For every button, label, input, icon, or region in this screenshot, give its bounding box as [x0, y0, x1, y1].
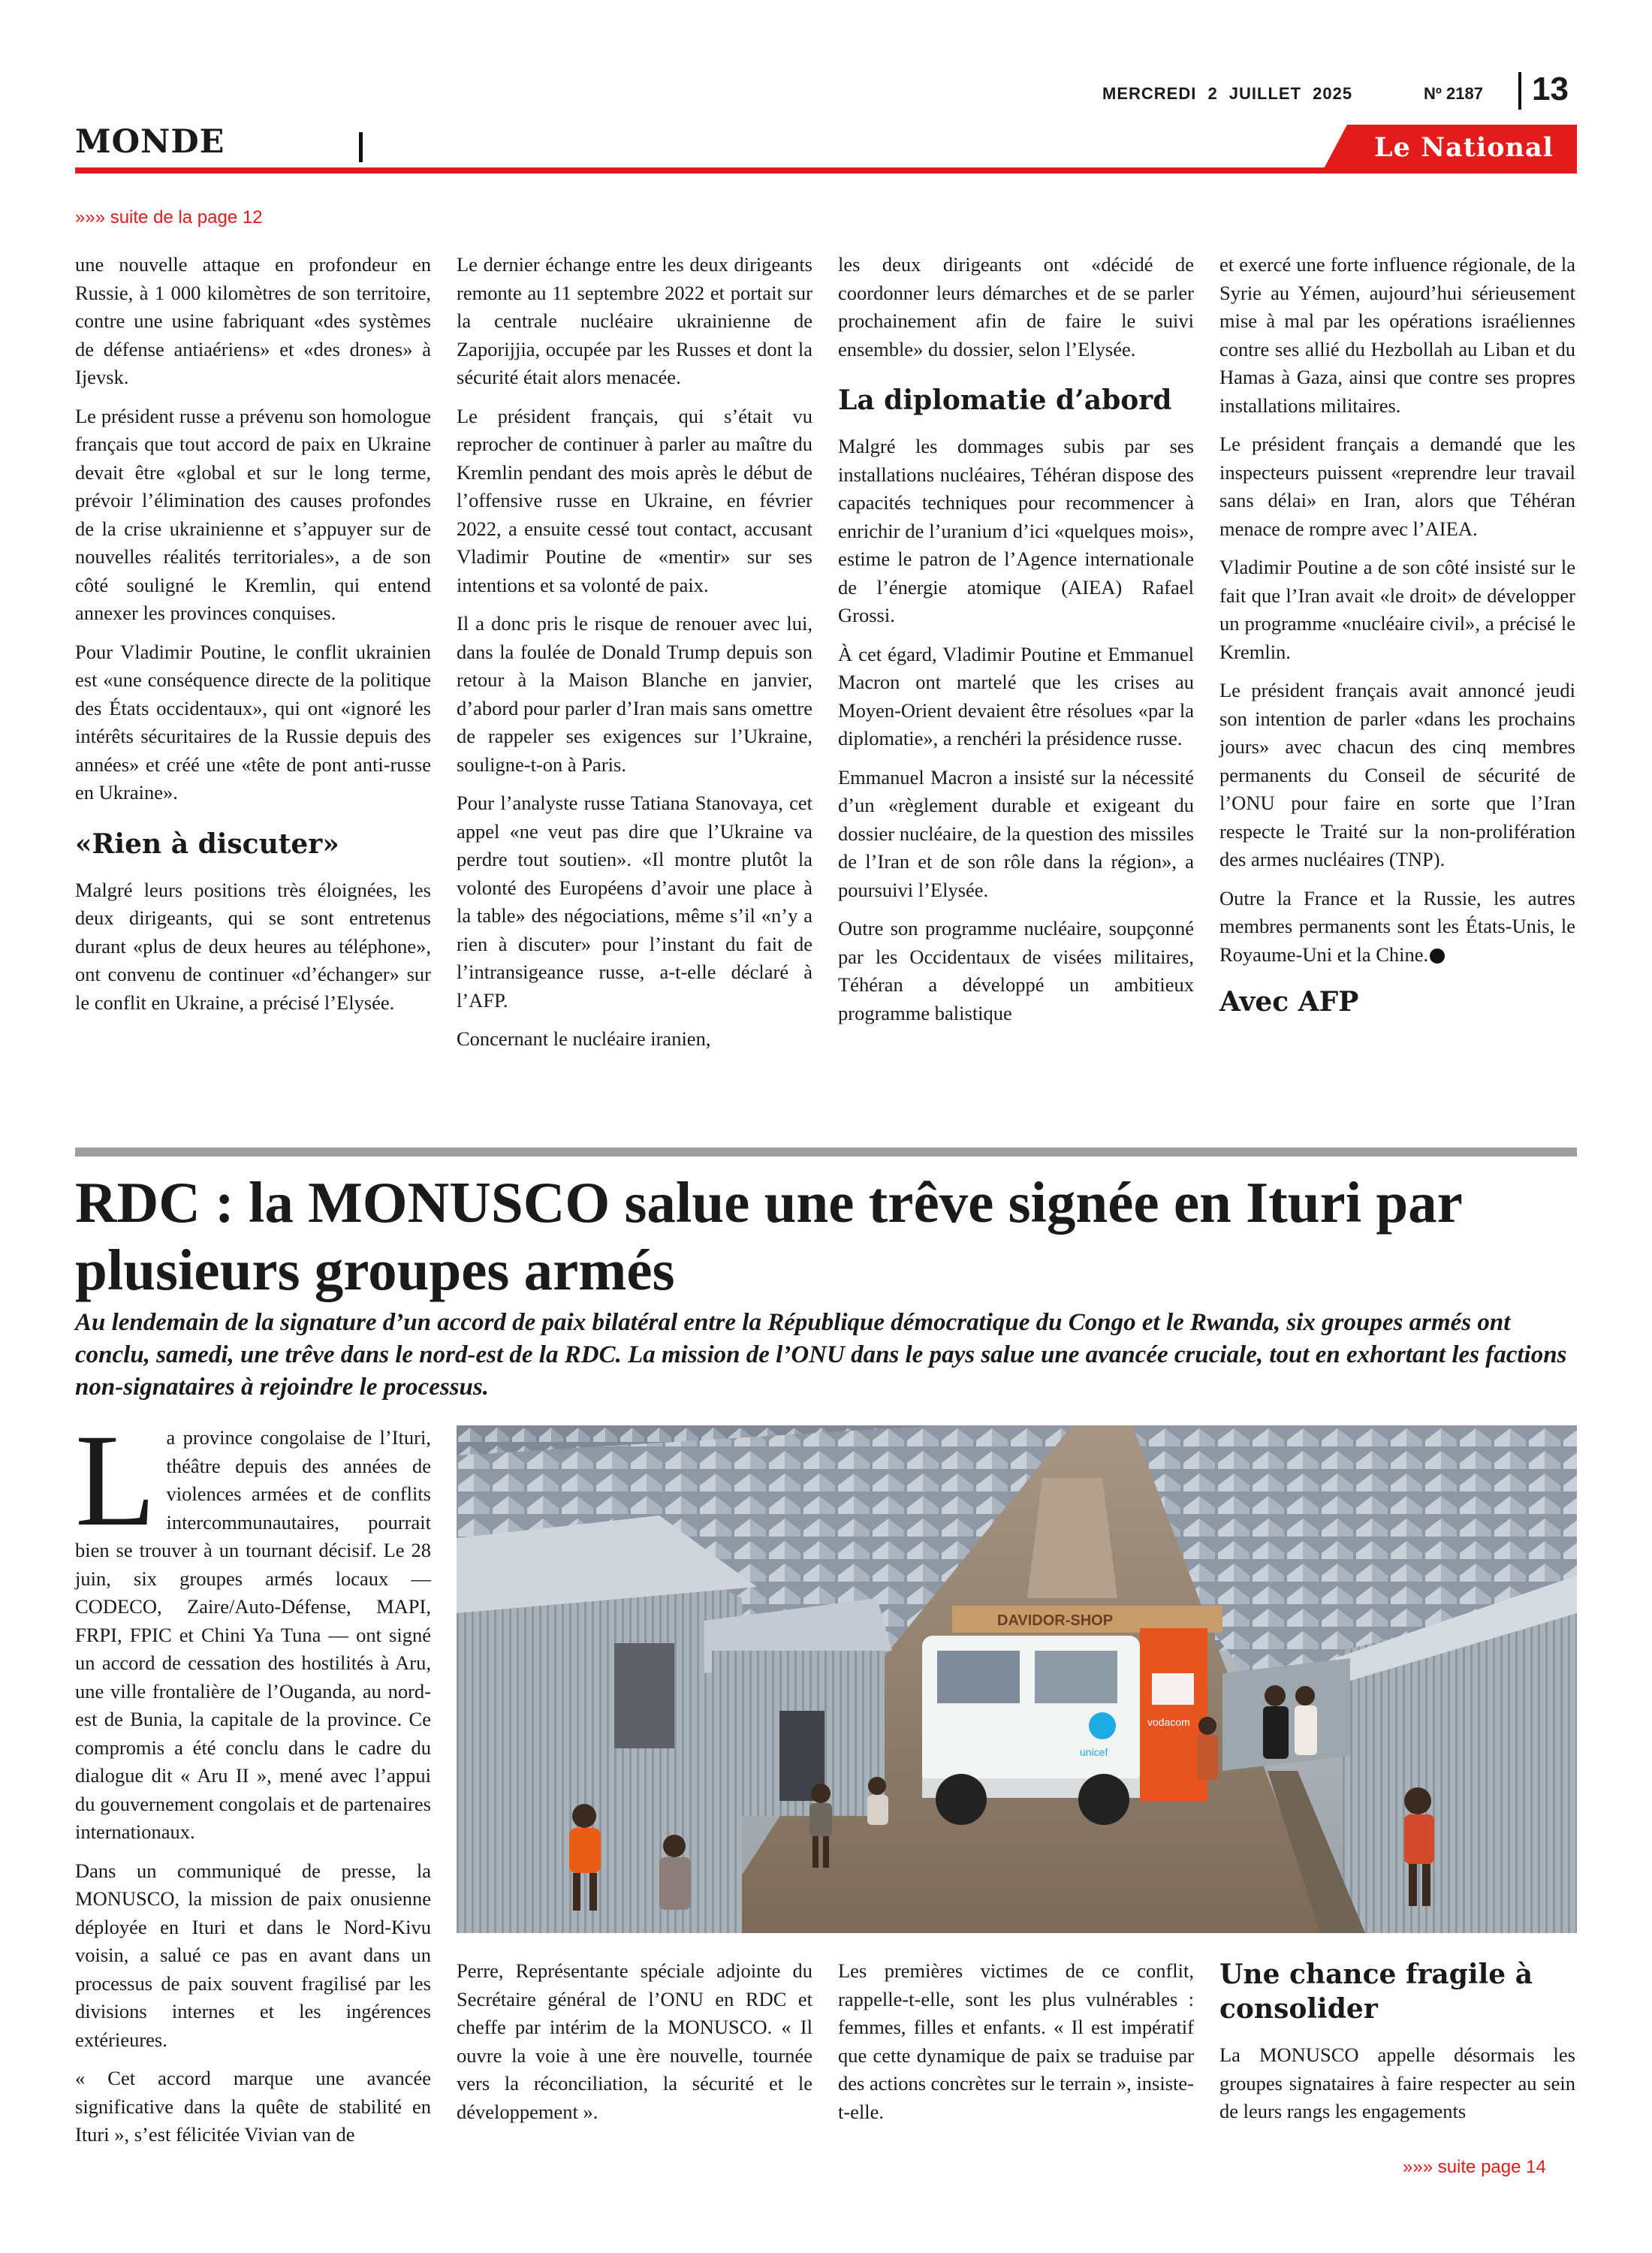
- paragraph: Le président français avait annoncé jeudi son intention de parler «dans les prochains jours» avec chacun des cinq membres permanents du Conseil de sécurité de l’ONU pour faire en sorte que l’Iran respecte le Traité sur la non-prolifération des armes nucléaires (TNP).: [1219, 679, 1575, 870]
- issue-date: MERCREDI 2 JUILLET 2025: [1102, 84, 1353, 103]
- paragraph: Dans un communiqué de presse, la MONUSCO, la mission de paix onusienne déployée en Ituri et dans le Nord-Kivu voisin, a salué ce pas en avant dans un processus de paix souvent fragilisé par les divisions internes et les ingérences extérieures.: [75, 1859, 431, 2051]
- article2-standfirst: Au lendemain de la signature d’un accord de paix bilatéral entre la République démocratique du Congo et le Rwanda, six groupes armés ont conclu, samedi, une trêve dans le nord-est de la RDC. La mission de l’ONU dans le pays salue une avancée cruciale, tout en exhortant les factions non-signataires à rejoindre le processus.: [75, 1309, 1567, 1401]
- article2-column-4: [1219, 1957, 1575, 2137]
- article1-column-3: [838, 251, 1194, 1038]
- paragraph: Pour l’analyste russe Tatiana Stanovaya, cet appel «ne veut pas dire que l’Ukraine va perdre tout soutien». «Il montre plutôt la volonté des Européens d’avoir une place à la table» des négociations, même s’il «n’y a rien à discuter» pour l’instant du fait de l’intransigeance russe, a-t-elle déclaré à l’AFP.: [457, 792, 812, 1012]
- continued-to[interactable]: »»» suite page 14: [1403, 2157, 1546, 2177]
- vehicle-emblem: unicef: [1080, 1746, 1108, 1758]
- vehicle: [922, 1636, 1140, 1825]
- paragraph: Le président russe a prévenu son homologue français que tout accord de paix en Ukraine devait être «global et sur le long terme, prévoir l’élimination des causes profondes de la crise ukrainienne et s’appuyer sur de nouvelles réalités territoriales», a de son côté souligné le Kremlin, qui entend annexer les provinces conquises.: [75, 404, 431, 624]
- issue-number: Nº 2187: [1424, 84, 1483, 103]
- article1-column-2: [457, 251, 812, 1064]
- header-divider: [1518, 72, 1521, 110]
- paragraph: Le président français, qui s’était vu reprocher de continuer à parler au maître du Kremlin pendant des mois après le début de l’offensive russe en Ukraine, en février 2022, a ensuite cessé tout contact, accusant Vladimir Poutine de «mentir» sur ses intentions et sa volonté de paix.: [457, 404, 812, 596]
- drop-cap: L: [75, 1407, 156, 1554]
- article2-column-2: [457, 1957, 812, 2137]
- continued-from[interactable]: »»» suite de la page 12: [75, 207, 263, 228]
- article1-column-1: [75, 251, 431, 1027]
- paragraph-text: a province congolaise de l’Ituri, théâtre depuis des années de violences armées et de conflits intercommunautaires, pourrait bien se trouver à un tournant décisif. Le 28 juin, six groupes armés locaux — CODECO, Zaire/Auto-Défense, MAPI, FRPI, FPIC et Chini Ya Tuna — ont signé un accord de cessation des hostilités à Aru, une ville frontalière de l’Ouganda, au nord-est de Bunia, la capitale de la province. Ce compromis a été conclu dans le cadre du dialogue dit « Aru II », mené avec l’appui du gouvernement congolais et de partenaires internationaux.: [75, 1426, 431, 1843]
- end-of-article-icon: [1430, 949, 1445, 964]
- article1-column-4: [1219, 251, 1575, 1017]
- page-number: 13: [1532, 71, 1569, 107]
- article-signature: Avec AFP: [1219, 986, 1359, 1018]
- paragraph: Le dernier échange entre les deux dirigeants remonte au 11 septembre 2022 et portait sur la centrale nucléaire ukrainienne de Zaporijjia, occupée par les Russes et dont la sécurité était alors menacée.: [457, 253, 812, 388]
- article2-headline: RDC : la MONUSCO salue une trêve signée en Ituri par plusieurs groupes armés: [75, 1170, 1462, 1302]
- article-photo: [457, 1425, 1577, 1933]
- paragraph: Vladimir Poutine a de son côté insisté sur le fait que l’Iran avait «le droit» de développer un programme «nucléaire civil», a précisé le Kremlin.: [1219, 556, 1575, 663]
- subheading: La diplomatie d’abord: [838, 385, 1172, 416]
- brand-name: Le National: [1374, 132, 1554, 163]
- paragraph: Pour Vladimir Poutine, le conflit ukrainien est «une conséquence directe de la politique des États occidentaux», qui ont «ignoré les intérêts sécuritaires de la Russie depuis des années» et créé une «tête de pont anti-russe en Ukraine».: [75, 640, 431, 804]
- paragraph: [75, 1407, 431, 1847]
- subheading: «Rien à discuter»: [75, 828, 339, 860]
- article-separator: [75, 1148, 1577, 1157]
- paragraph: La MONUSCO appelle désormais les groupes signataires à faire respecter au sein de leurs rangs les engagements: [1219, 2043, 1575, 2122]
- section-divider: [359, 132, 363, 162]
- paragraph-text: Outre la France et la Russie, les autres membres permanents sont les États-Unis, le Royaume-Uni et la Chine.: [1219, 886, 1575, 966]
- paragraph: une nouvelle attaque en profondeur en Russie, à 1 000 kilomètres de son territoire, contre une usine fabriquant «des systèmes de défense antiaériens» et «des drones» à Ijevsk.: [75, 253, 431, 388]
- section-title: MONDE: [75, 123, 225, 161]
- subheading: Une chance fragile à consolider: [1219, 1959, 1533, 2025]
- article2-column-1: [75, 1407, 431, 2160]
- paragraph: [1219, 885, 1575, 970]
- shop-sign: DAVIDOR-SHOP: [997, 1612, 1114, 1629]
- paragraph: Malgré les dommages subis par ses installations nucléaires, Téhéran dispose des capacités techniques pour recommencer à enrichir de l’uranium d’ici «quelques mois», estime le patron de l’Agence internationale de l’énergie atomique (AIEA) Rafael Grossi.: [838, 435, 1194, 626]
- paragraph: Emmanuel Macron a insisté sur la nécessité d’un «règlement durable et exigeant du dossier nucléaire, de la question des missiles de l’Iran et de son rôle dans la région», a poursuivi l’Elysée.: [838, 765, 1194, 901]
- paragraph: Malgré leurs positions très éloignées, les deux dirigeants, qui se sont entretenus durant «plus de deux heures au téléphone», ont convenu de continuer «d’échanger» sur le conflit en Ukraine, a précisé l’Elysée.: [75, 878, 431, 1014]
- article2-column-3: [838, 1957, 1194, 2137]
- header-rule: [75, 167, 1577, 173]
- paragraph: les deux dirigeants ont «décidé de coordonner leurs démarches et de se parler prochainement afin de faire le suivi ensemble» du dossier, selon l’Elysée.: [838, 253, 1194, 360]
- paragraph: Les premières victimes de ce conflit, rappelle-t-elle, sont les plus vulnérables : femmes, filles et enfants. « Il est impératif que cette dynamique de paix se traduise par des actions concrètes sur le terrain », insiste-t-elle.: [838, 1959, 1194, 2123]
- paragraph: À cet égard, Vladimir Poutine et Emmanuel Macron ont martelé que les crises au Moyen-Orient devaient être résolues «par la diplomatie», a renchéri la présidence russe.: [838, 642, 1194, 749]
- paragraph: Le président français a demandé que les inspecteurs puissent «reprendre leur travail sans délai» en Iran, alors que Téhéran menace de rompre avec l’AIEA.: [1219, 433, 1575, 540]
- camp-photo-illustration: [457, 1425, 1577, 1933]
- paragraph: Perre, Représentante spéciale adjointe du Secrétaire général de l’ONU en RDC et cheffe par intérim de la MONUSCO. « Il ouvre la voie à une ère nouvelle, tournée vers la réconciliation, la sécurité et le développement ».: [457, 1959, 812, 2123]
- kiosk-brand: vodacom: [1147, 1716, 1190, 1728]
- paragraph: « Cet accord marque une avancée significative dans la quête de stabilité en Ituri », s’est félicitée Vivian van de: [75, 2067, 431, 2146]
- paragraph: et exercé une forte influence régionale, de la Syrie au Yémen, aujourd’hui sérieusement mise à mal par les opérations israéliennes contre ses allié du Hezbollah au Liban et du Hamas à Gaza, ainsi que contre ses propres installations militaires.: [1219, 253, 1575, 417]
- paragraph: Outre son programme nucléaire, soupçonné par les Occidentaux de visées militaires, Téhéran a développé un ambitieux programme balistique: [838, 917, 1194, 1024]
- paragraph: Concernant le nucléaire iranien,: [457, 1027, 711, 1050]
- paragraph: Il a donc pris le risque de renouer avec lui, dans la foulée de Donald Trump depuis son retour à la Maison Blanche en janvier, d’abord pour parler d’Iran mais sans omettre de rappeler ses exigences sur l’Ukraine, souligne-t-on à Paris.: [457, 612, 812, 776]
